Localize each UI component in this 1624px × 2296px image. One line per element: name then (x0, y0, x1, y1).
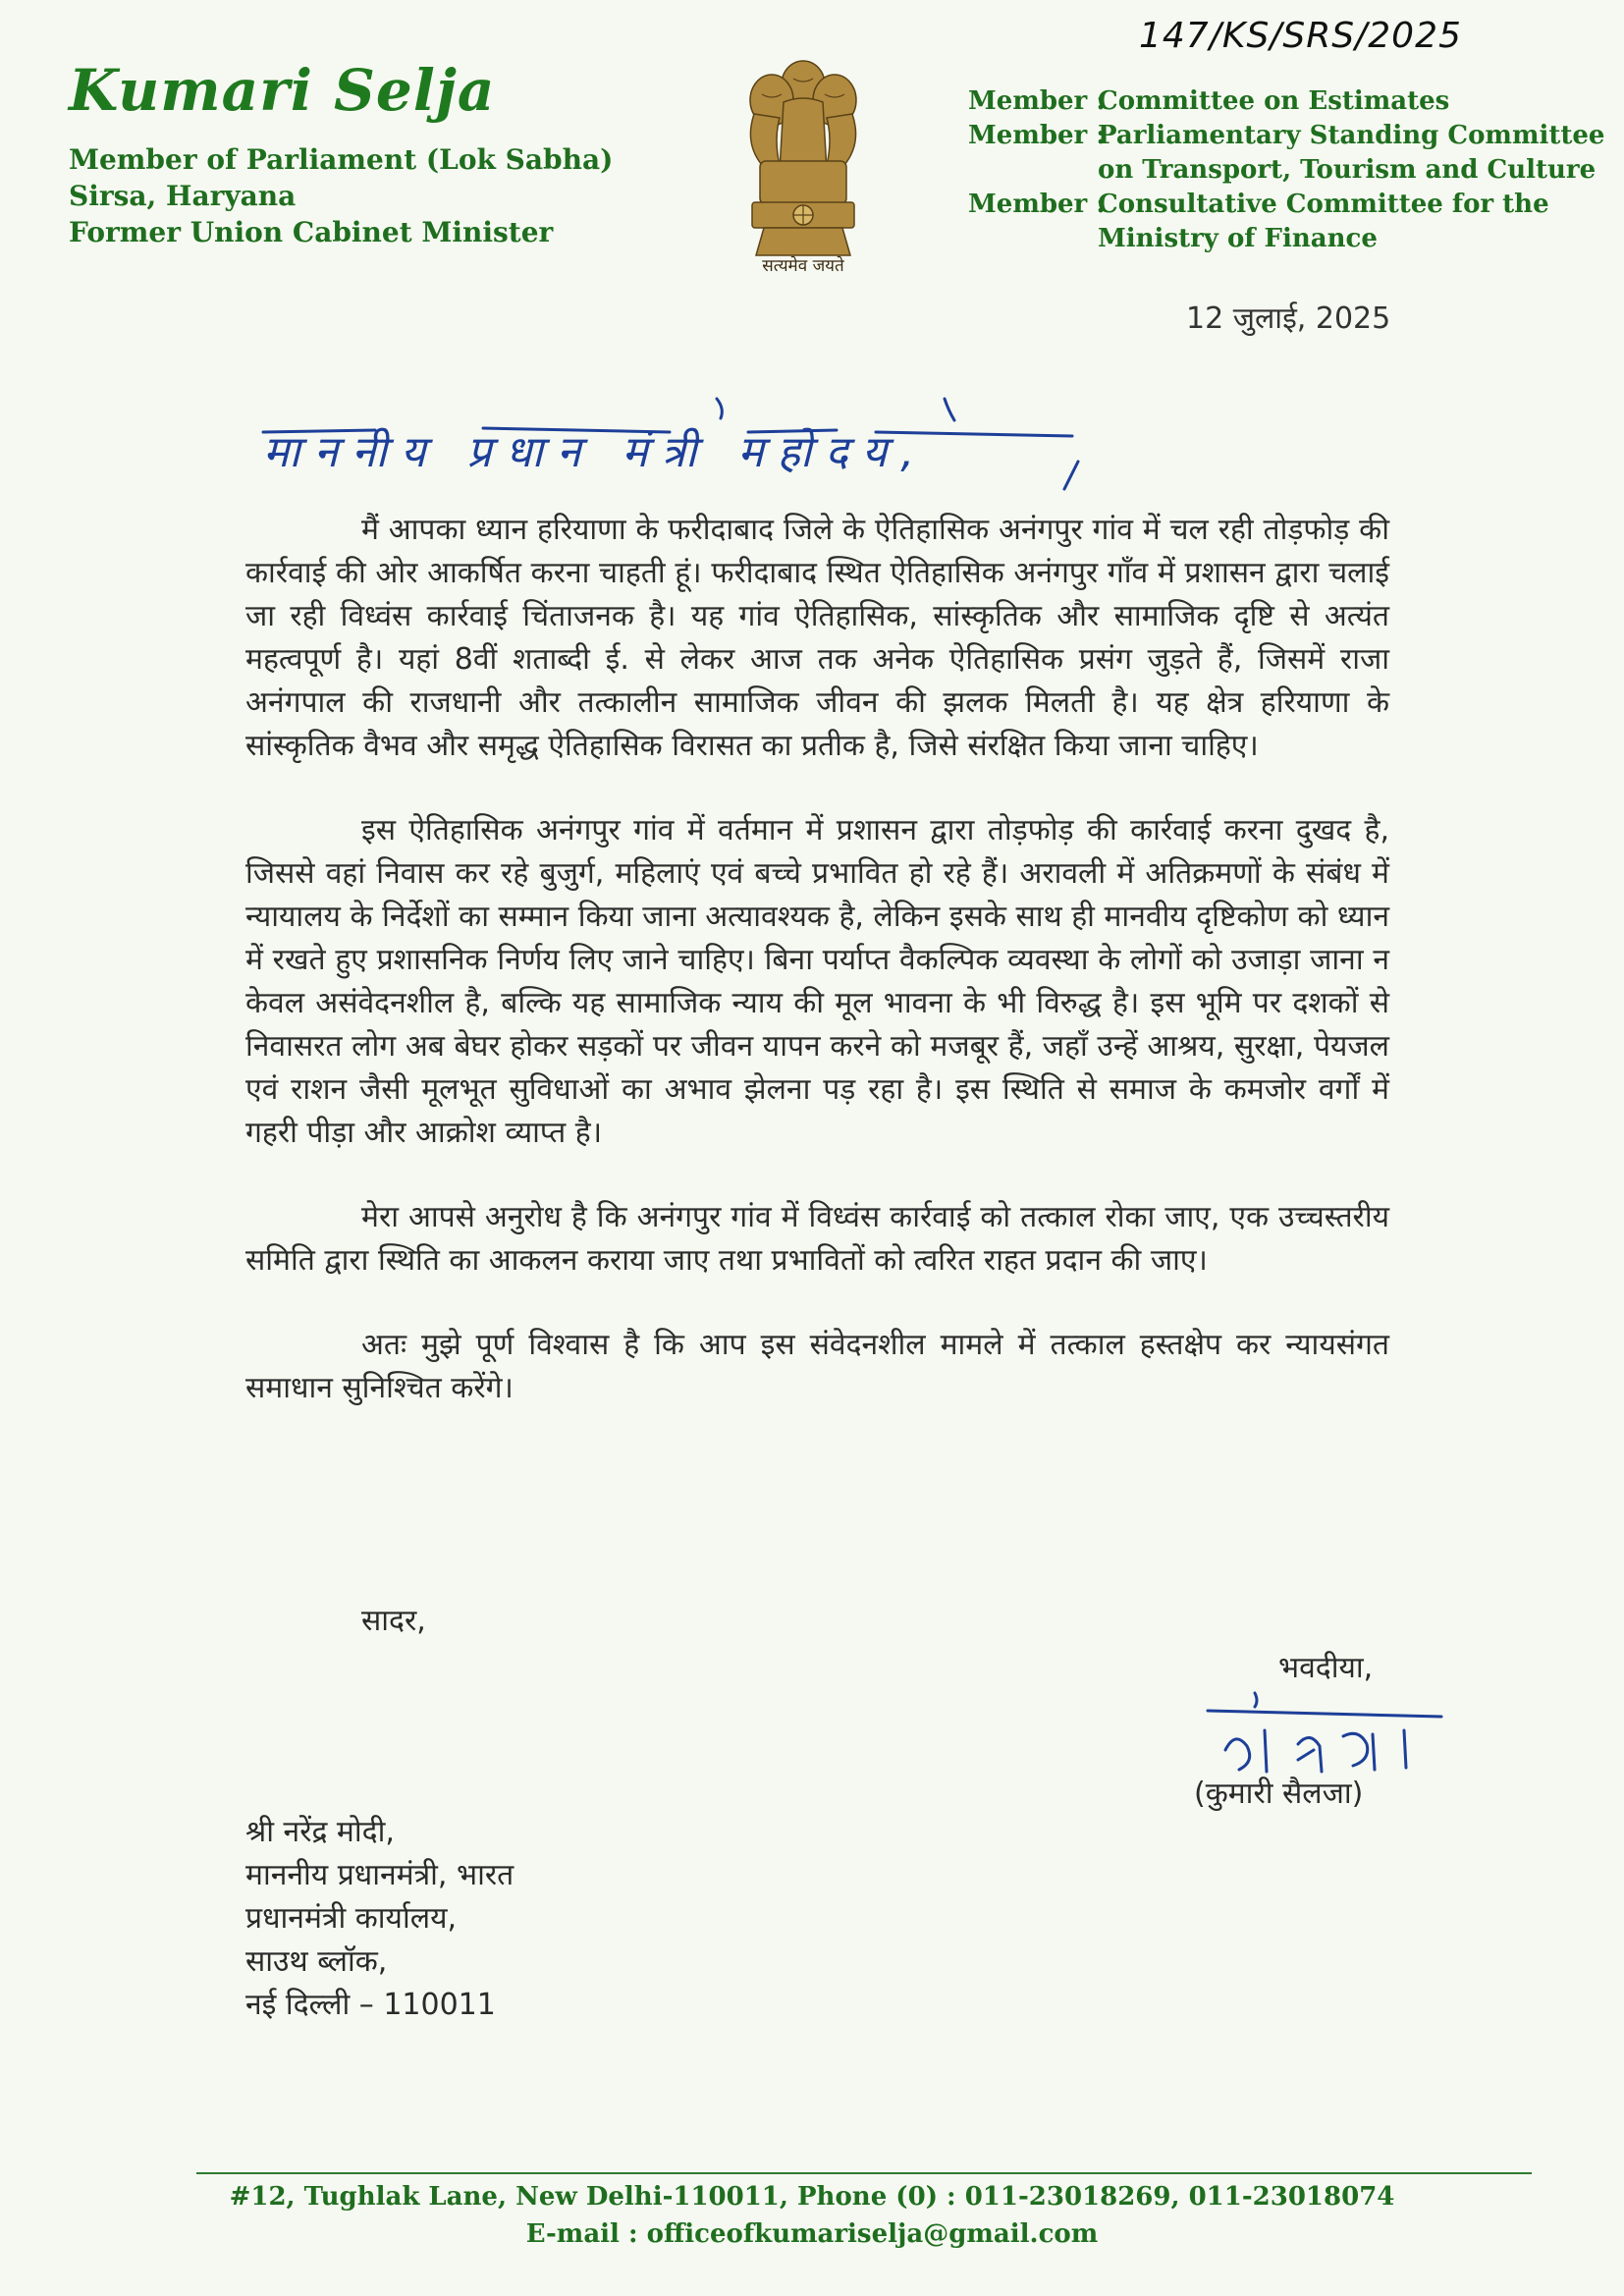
designation-line: Member of Parliament (Lok Sabha) (69, 143, 614, 176)
letter-date: 12 जुलाई, 2025 (1186, 301, 1391, 336)
membership-label: Member : (968, 86, 1106, 116)
addressee-line: नई दिल्ली – 110011 (245, 1988, 496, 2022)
closing: सादर, (361, 1604, 426, 1638)
addressee-block (245, 1811, 514, 2027)
membership-value: Consultative Committee for the (1098, 190, 1549, 219)
emblem-motto: सत्यमेव जयते (762, 256, 844, 276)
membership-row (968, 119, 1604, 153)
sender-designation (69, 141, 613, 250)
signatory-name: (कुमारी सैलजा) (1194, 1777, 1364, 1811)
body-paragraph: मेरा आपसे अनुरोध है कि अनंगपुर गांव में विध्वंस कार्रवाई को तत्काल रोका जाए, एक उच्चस्तरीय समिति द्वारा स्थिति का आकलन कराया जाए तथा प्रभावितों को त्वरित राहत प्रदान की जाए। (245, 1200, 1389, 1278)
membership-row (968, 84, 1604, 119)
footer-email[interactable]: E-mail : officeofkumariselja@gmail.com (525, 2219, 1099, 2249)
addressee-line: माननीय प्रधानमंत्री, भारत (245, 1858, 514, 1892)
footer-divider (196, 2172, 1532, 2174)
designation-line: Sirsa, Haryana (69, 180, 297, 212)
membership-row (968, 188, 1604, 222)
addressee-line: श्री नरेंद्र मोदी, (245, 1815, 395, 1849)
addressee-line: प्रधानमंत्री कार्यालय, (245, 1901, 458, 1936)
membership-continuation: on Transport, Tourism and Culture (1098, 155, 1597, 185)
addressee-line: साउथ ब्लॉक, (245, 1944, 388, 1979)
letter-body (245, 509, 1389, 1451)
footer-address: #12, Tughlak Lane, New Delhi-110011, Phone (0) : 011-23018269, 011-23018074 (229, 2182, 1395, 2212)
committee-memberships (968, 84, 1604, 256)
designation-line: Former Union Cabinet Minister (69, 216, 554, 248)
membership-label: Member : (968, 121, 1106, 150)
membership-value: Committee on Estimates (1098, 86, 1450, 116)
national-emblem-icon (734, 55, 872, 285)
membership-value: Parliamentary Standing Committee (1098, 121, 1605, 150)
body-paragraph: इस ऐतिहासिक अनंगपुर गांव में वर्तमान में प्रशासन द्वारा तोड़फोड़ की कार्रवाई करना दुखद है, जिससे वहां निवास कर रहे बुजुर्ग, महिलाएं एवं बच्चे प्रभावित हो रहे हैं। अरावली में अतिक्रमणों के संबंध में न्यायालय के निर्देशों का सम्मान किया जाना अत्यावश्यक है, लेकिन इसके साथ ही मानवीय दृष्टिकोण को ध्यान में रखते हुए प्रशासनिक निर्णय लिए जाने चाहिए। बिना पर्याप्त वैकल्पिक व्यवस्था के लोगों को उजाड़ा जाना न केवल असंवेदनशील है, बल्कि यह सामाजिक न्याय की मूल भावना के भी विरुद्ध है। इस भूमि पर दशकों से निवासरत लोग अब बेघर होकर सड़कों पर जीवन यापन करने को मजबूर हैं, जहाँ उन्हें आश्रय, सुरक्षा, पेयजल एवं राशन जैसी मूलभूत सुविधाओं का अभाव झेलना पड़ रहा है। इस स्थिति से समाज के कमजोर वर्गों में गहरी पीड़ा और आक्रोश व्याप्त है। (245, 813, 1389, 1150)
body-paragraph: अतः मुझे पूर्ण विश्वास है कि आप इस संवेदनशील मामले में तत्काल हस्तक्षेप कर न्यायसंगत समाधान सुनिश्चित करेंगे। (245, 1328, 1389, 1405)
reference-number: 147/KS/SRS/2025 (1139, 16, 1462, 56)
salutation: माननीय प्रधान मंत्री महोदय, (263, 427, 929, 477)
valediction: भवदीया, (1278, 1651, 1374, 1685)
footer (0, 2178, 1624, 2253)
sender-name: Kumari Selja (69, 57, 496, 124)
membership-continuation: Ministry of Finance (1098, 224, 1378, 253)
membership-label: Member : (968, 190, 1106, 219)
body-paragraph: मैं आपका ध्यान हरियाणा के फरीदाबाद जिले के ऐतिहासिक अनंगपुर गांव में चल रही तोड़फोड़ की कार्रवाई की ओर आकर्षित करना चाहती हूं। फरीदाबाद स्थित ऐतिहासिक अनंगपुर गाँव में प्रशासन द्वारा चलाई जा रही विध्वंस कार्रवाई चिंताजनक है। यह गांव ऐतिहासिक, सांस्कृतिक और सामाजिक दृष्टि से अत्यंत महत्वपूर्ण है। यहां 8वीं शताब्दी ई. से लेकर आज तक अनेक ऐतिहासिक प्रसंग जुड़ते हैं, जिसमें राजा अनंगपाल की राजधानी और तत्कालीन सामाजिक जीवन की झलक मिलती है। यह क्षेत्र हरियाणा के सांस्कृतिक वैभव और समृद्ध ऐतिहासिक विरासत का प्रतीक है, जिसे संरक्षित किया जाना चाहिए। (245, 513, 1389, 763)
